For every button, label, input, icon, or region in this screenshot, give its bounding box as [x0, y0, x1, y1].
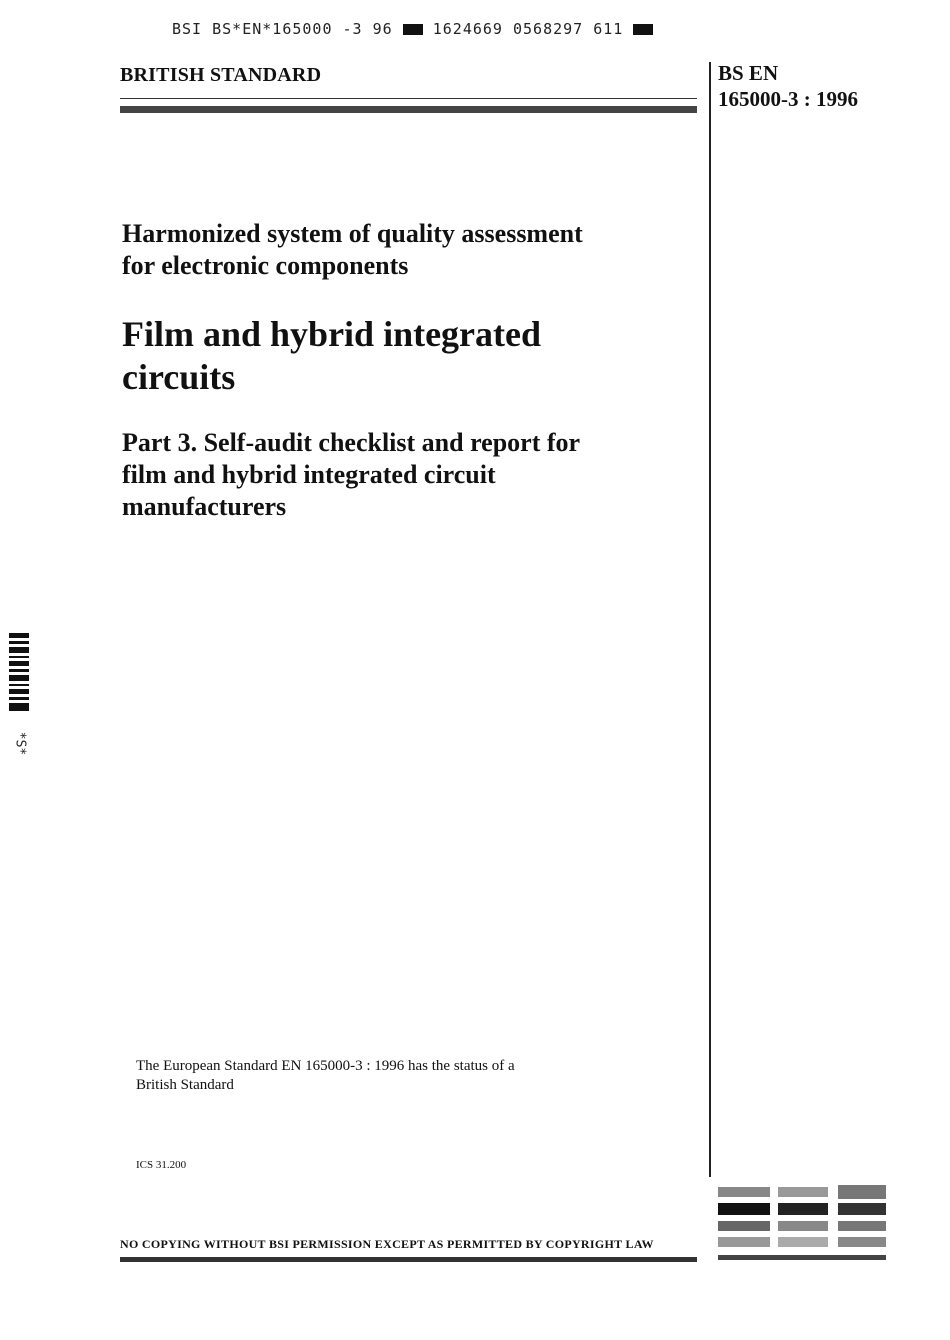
- status-line1: The European Standard EN 165000-3 : 1996 has the status of a: [136, 1058, 515, 1074]
- part-title-line2: film and hybrid integrated circuit: [122, 460, 496, 489]
- side-barcode-icon: [9, 633, 29, 711]
- standard-number-line2: 165000-3 : 1996: [718, 87, 858, 111]
- header-rule-thin: [120, 98, 697, 99]
- status-statement: [136, 1057, 576, 1095]
- scan-block-mark: [633, 24, 653, 35]
- part-title-line3: manufacturers: [122, 492, 287, 521]
- series-title-line2: for electronic components: [122, 251, 409, 280]
- part-title: [122, 427, 712, 523]
- brand-heading: BRITISH STANDARD: [120, 64, 322, 86]
- side-mark: *S*: [12, 731, 28, 756]
- standard-number: [718, 60, 858, 112]
- series-title-line1: Harmonized system of quality assessment: [122, 219, 583, 248]
- scan-header-code: BSI BS*EN*165000 -3 96: [172, 20, 393, 38]
- series-title: [122, 218, 712, 282]
- part-title-line1: Part 3. Self-audit checklist and report for: [122, 428, 581, 457]
- main-title-line2: circuits: [122, 357, 236, 397]
- main-title-line1: Film and hybrid integrated: [122, 314, 542, 354]
- main-title: [122, 313, 712, 399]
- copyright-notice: NO COPYING WITHOUT BSI PERMISSION EXCEPT AS PERMITTED BY COPYRIGHT LAW: [120, 1237, 654, 1251]
- scan-block-mark: [403, 24, 423, 35]
- ics-code: ICS 31.200: [136, 1159, 187, 1171]
- scan-header-serial: 1624669 0568297 611: [432, 20, 624, 38]
- footer-rule: [120, 1257, 697, 1262]
- standard-number-line1: BS EN: [718, 61, 779, 85]
- scan-header: [172, 20, 653, 38]
- bsi-logo-icon: [718, 1183, 888, 1263]
- header-rule-thick: [120, 106, 697, 113]
- status-line2: British Standard: [136, 1077, 234, 1093]
